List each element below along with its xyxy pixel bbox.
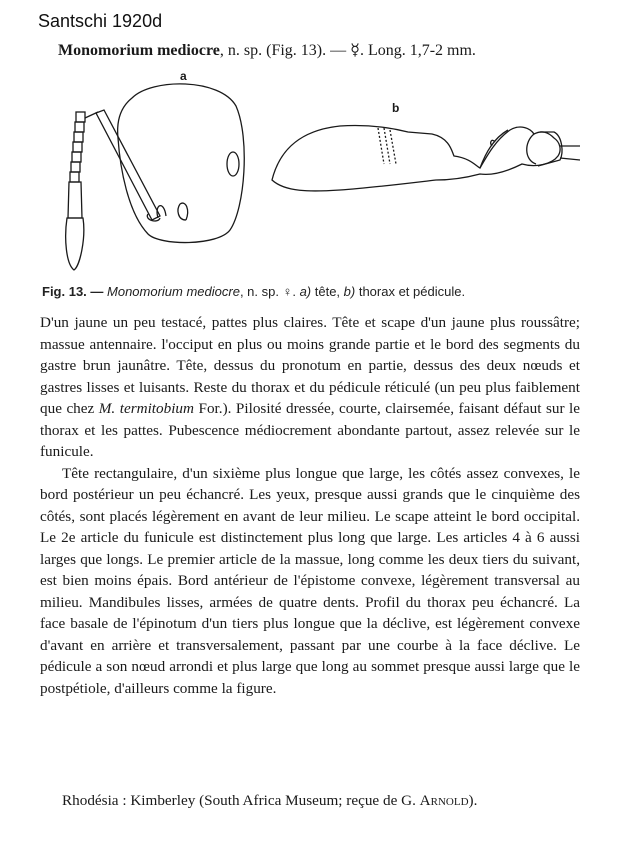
mesonotal-lines <box>378 128 396 164</box>
gaster-start <box>560 146 580 160</box>
caption-species: Monomorium mediocre <box>107 284 240 299</box>
locality-text: Rhodésia : Kimberley (South Africa Museum; reçue de G. <box>62 792 420 809</box>
paragraph-1-text: D'un jaune un peu testacé, pattes plus claires. Tête et scape d'un jaune plus roussâtre; massue antennaire. l'occiput en plus ou moins grande partie et le bord des segments du gastre brun jaunâtre. Tête, dessus du pronotum en partie, dessus des deux nœuds et gastres lisses et luisants. Reste du thorax et du pédicule réticulé (un peu plus faiblement que chez <box>40 314 580 417</box>
source-label: Santschi 1920d <box>38 11 163 31</box>
antenna-joint <box>85 112 98 118</box>
ant-illustration <box>40 68 600 288</box>
caption-fig-number: Fig. 13. — <box>42 284 108 299</box>
caption-text-3: thorax et pédicule. <box>355 284 466 299</box>
clypeus-right <box>178 203 188 220</box>
paragraph-morphology: Tête rectangulaire, d'un sixième plus longue que large, les côtés assez convexes, le bord postérieur un peu échancré. Les yeux, presque aussi grands que le cinquième des côtés, sont placés légèrement en avant de leur milieu. Le scape atteint le bord occipital. Le 2e article du funicule est distinctement plus long que large. Les articles 4 à 6 aussi larges que longs. Le premier article de la massue, long comme les deux tiers du suivant, est bien moins épais. Bord antérieur de l'épistome convexe, légèrement transversal au milieu. Mandibules lisses, armées de quatre dents. Profil du thorax peu échancré. La face basale de l'épinotum d'un tiers plus longue que la déclive, est légèrement convexe d'avant en arrière et transversalement, passant par une courbe à la face déclive. Le pédicule a son nœud arrondi et plus large que long au sommet presque aussi large que le postpétiole, d'ailleurs comme la figure. <box>40 464 580 697</box>
species-header <box>58 40 598 60</box>
figure-label-a: a <box>180 69 187 83</box>
figure-label-b: b <box>392 101 400 115</box>
postpetiole <box>527 132 562 166</box>
description-body <box>40 312 580 699</box>
comparison-species: M. termitobium <box>98 400 194 417</box>
species-name: Monomorium mediocre <box>58 42 220 59</box>
caption-b: b) <box>343 284 356 299</box>
caption-text-1: , n. sp. ♀. <box>239 284 300 299</box>
caption-text-2: tête, <box>311 284 344 299</box>
collector-name: Arnold <box>419 792 469 809</box>
eye <box>227 152 239 176</box>
paragraph-1-text-2: For.). Pilosité dressée, courte, clairsemée, faisant défaut sur le thorax et les pattes. Pubescence médiocrement abondante partout, assez relevée sur le funicule. <box>40 400 581 460</box>
figure-13 <box>40 68 600 288</box>
scape <box>96 110 160 220</box>
figure-caption <box>42 284 587 299</box>
thorax-outline <box>272 125 560 191</box>
caption-a: a) <box>299 284 312 299</box>
paragraph-coloration <box>40 312 580 463</box>
funicle <box>66 112 85 270</box>
locality-end: ). <box>468 792 478 809</box>
locality-line <box>62 792 592 810</box>
header-details: , n. sp. (Fig. 13). — ☿. Long. 1,7-2 mm. <box>219 42 476 59</box>
